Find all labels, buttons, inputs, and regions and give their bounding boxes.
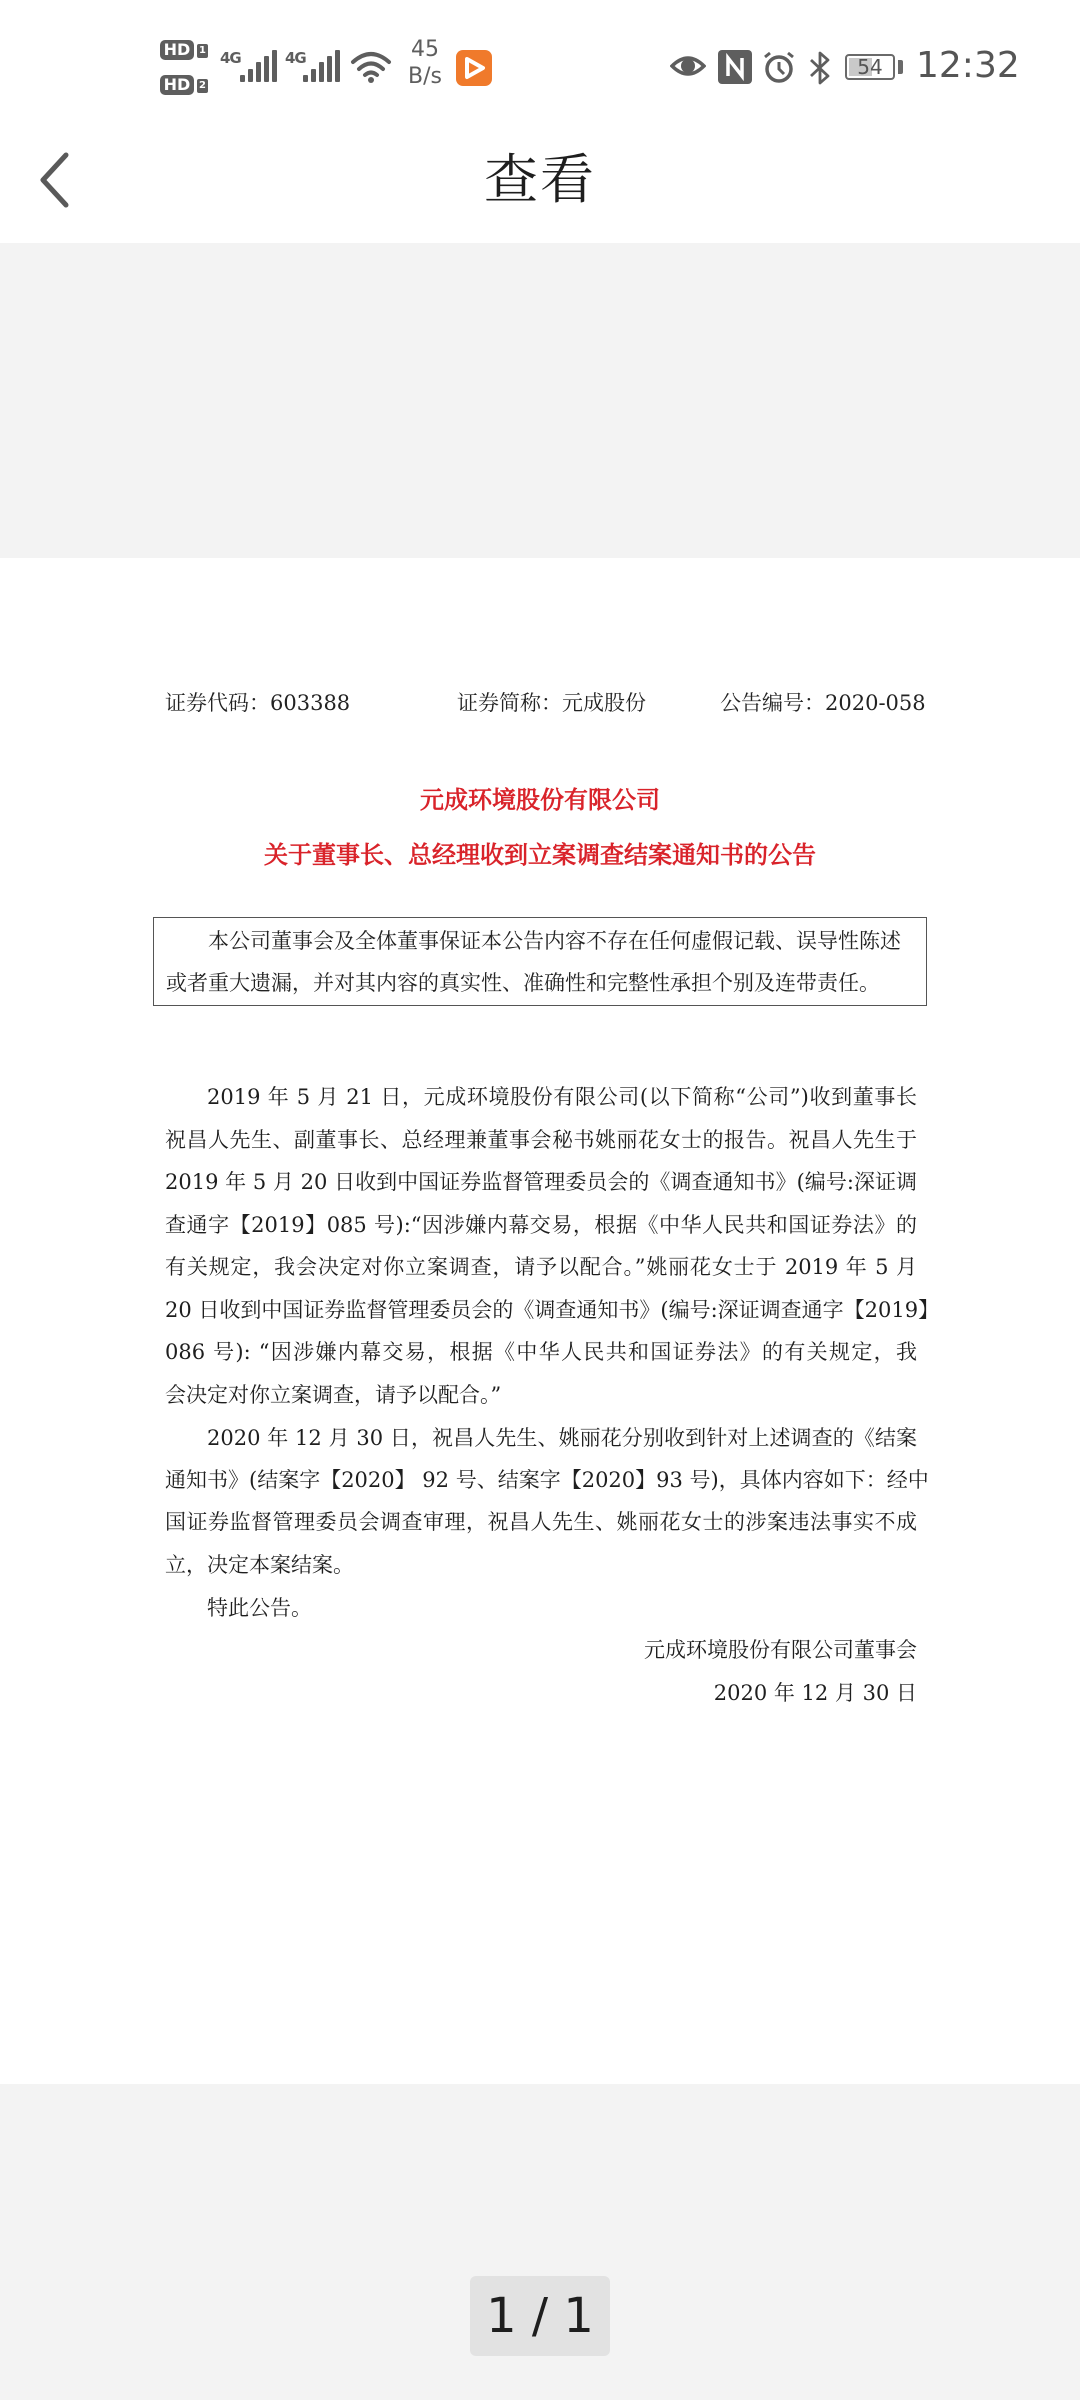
app-header [0, 120, 1080, 243]
body-line: 有关规定，我会决定对你立案调查，请予以配合。”姚丽花女士于 2019 年 5 月 [165, 1255, 917, 1279]
status-bar [0, 0, 1080, 120]
signal-sim2-icon [303, 50, 341, 82]
body-line: 通知书》(结案字【2020】 92 号、结案字【2020】93 号)，具体内容如下：经中 [165, 1468, 929, 1492]
sim1-label: HD [163, 40, 191, 59]
hd-sim2-icon [160, 75, 194, 95]
hd-sim1-icon [160, 40, 194, 60]
network1-label: 4G [220, 49, 241, 67]
body-line: 立，决定本案结案。 [165, 1553, 354, 1577]
stock-code: 证券代码：603388 [165, 691, 351, 715]
sim1-index: 1 [197, 44, 208, 58]
battery-tip [898, 60, 903, 74]
alarm-icon [762, 50, 796, 84]
body-line: 国证券监督管理委员会调查审理，祝昌人先生、姚丽花女士的涉案违法事实不成 [165, 1510, 917, 1534]
clock: 12:32 [916, 45, 1020, 86]
notice-title: 关于董事长、总经理收到立案调查结案通知书的公告 [264, 841, 816, 869]
company-title: 元成环境股份有限公司 [420, 786, 660, 814]
stock-short-name: 证券简称：元成股份 [457, 691, 646, 715]
battery-icon [845, 54, 895, 80]
body-line: 查通字【2019】085 号):“因涉嫌内幕交易，根据《中华人民共和国证券法》的 [165, 1213, 917, 1237]
wifi-icon [350, 50, 392, 84]
nfc-icon [718, 50, 752, 84]
sim2-index: 2 [197, 79, 208, 93]
body-line: 祝昌人先生、副董事长、总经理兼董事会秘书姚丽花女士的报告。祝昌人先生于 [165, 1128, 917, 1152]
signal-sim1-icon [240, 50, 278, 82]
body-line: 20 日收到中国证券监督管理委员会的《调查通知书》(编号:深证调查通字【2019】 [165, 1298, 940, 1322]
eye-icon [670, 52, 706, 80]
body-line: 2020 年 12 月 30 日，祝昌人先生、姚丽花分别收到针对上述调查的《结案 [207, 1426, 917, 1450]
announcement-number: 公告编号：2020-058 [720, 691, 926, 715]
signature-date: 2020 年 12 月 30 日 [713, 1681, 917, 1705]
sim2-label: HD [163, 75, 191, 94]
disclaimer-line: 本公司董事会及全体董事保证本公告内容不存在任何虚假记载、误导性陈述 [208, 929, 901, 953]
network2-label: 4G [285, 49, 306, 67]
bluetooth-icon [808, 50, 832, 86]
battery-level: 54 [857, 55, 883, 79]
document-page[interactable] [0, 558, 1080, 2084]
closing-line: 特此公告。 [207, 1596, 312, 1620]
body-line: 2019 年 5 月 21 日，元成环境股份有限公司(以下简称“公司”)收到董事长 [207, 1085, 917, 1109]
page-title: 查看 [484, 148, 596, 211]
disclaimer-line: 或者重大遗漏，并对其内容的真实性、准确性和完整性承担个别及连带责任。 [166, 971, 880, 995]
body-line: 2019 年 5 月 20 日收到中国证券监督管理委员会的《调查通知书》(编号:深证调 [165, 1170, 917, 1194]
page-indicator: 1 / 1 [470, 2276, 610, 2356]
signature: 元成环境股份有限公司董事会 [644, 1638, 917, 1662]
net-speed-value: 45 [411, 37, 439, 62]
net-speed-unit: B/s [408, 64, 442, 89]
net-speed [400, 36, 450, 90]
body-line: 086 号): “因涉嫌内幕交易，根据《中华人民共和国证券法》的有关规定，我 [165, 1340, 917, 1364]
video-app-icon [456, 50, 492, 86]
body-line: 会决定对你立案调查，请予以配合。” [165, 1383, 502, 1407]
disclaimer-box [153, 917, 927, 1006]
